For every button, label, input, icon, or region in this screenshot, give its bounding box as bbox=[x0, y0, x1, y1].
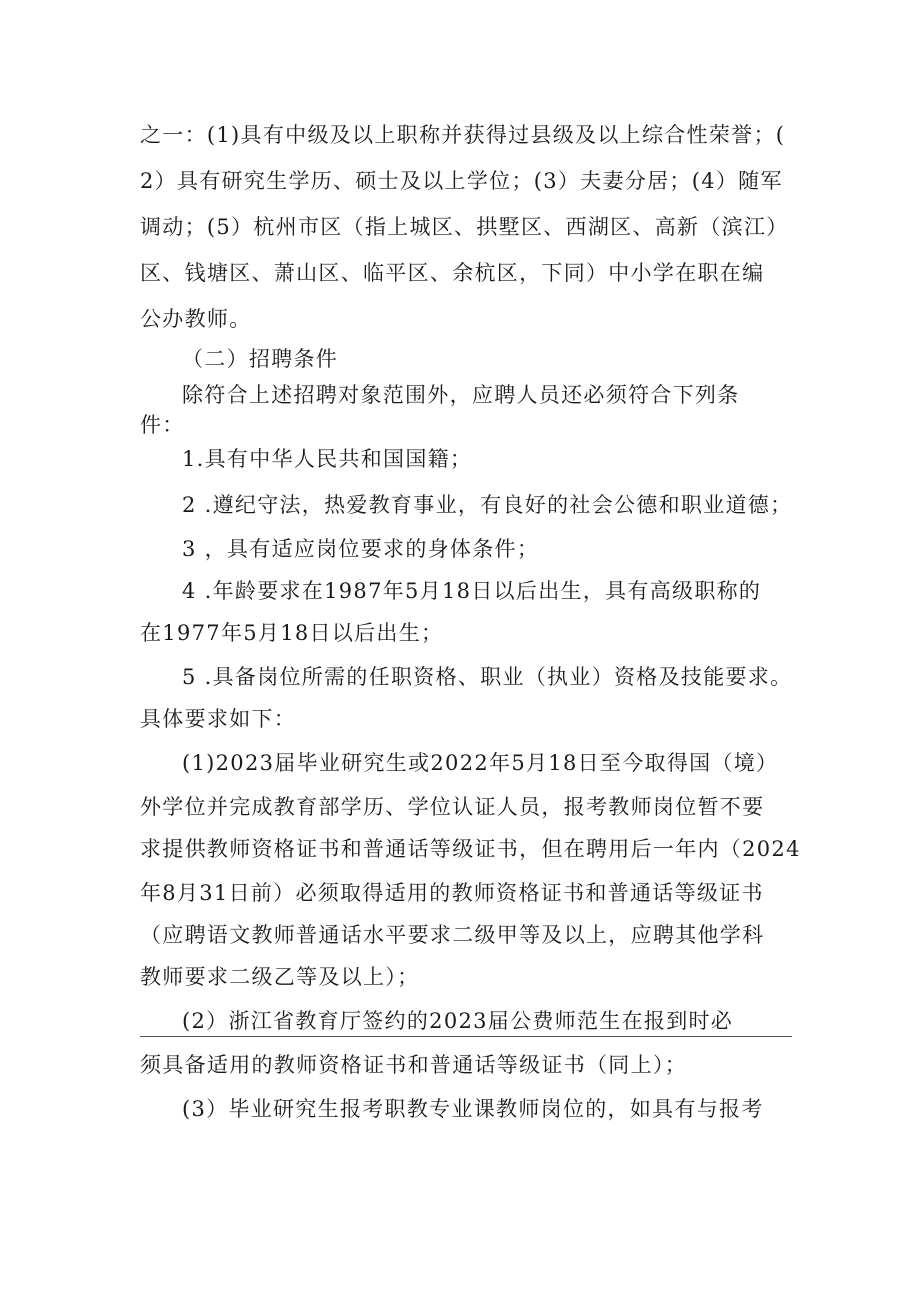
section-heading: （二）招聘条件 bbox=[182, 347, 339, 371]
text-line-13: 在1977年5月18日以后出生； bbox=[140, 621, 444, 645]
text-line-9: 1.具有中华人民共和国国籍； bbox=[182, 447, 473, 471]
text-line-11: 3 ，具有适应岗位要求的身体条件； bbox=[182, 537, 540, 561]
text-line-17: 外学位并完成教育部学历、学位认证人员，报考教师岗位暂不要 bbox=[140, 795, 765, 819]
text-line-19: 年8月31日前）必须取得适用的教师资格证书和普通话等级证书 bbox=[140, 881, 764, 905]
text-line-8: 件： bbox=[140, 413, 185, 437]
text-line-20: （应聘语文教师普通话水平要求二级甲等及以上，应聘其他学科 bbox=[140, 923, 765, 947]
text-line-5: 公办教师。 bbox=[140, 307, 252, 331]
text-line-22: (2）浙江省教育厅签约的2023届公费师范生在报到时必 bbox=[182, 1009, 734, 1033]
text-line-24: (3）毕业研究生报考职教专业课教师岗位的，如具有与报考 bbox=[182, 1097, 764, 1121]
text-line-3: 调动；(5）杭州市区（指上城区、拱墅区、西湖区、高新（滨江） bbox=[140, 215, 789, 239]
text-line-14: 5 .具备岗位所需的任职资格、职业（执业）资格及技能要求。 bbox=[182, 665, 793, 689]
text-line-23: 须具备适用的教师资格证书和普通话等级证书（同上）； bbox=[140, 1053, 687, 1077]
text-line-1: 之一：(1)具有中级及以上职称并获得过县级及以上综合性荣誉；( bbox=[140, 123, 786, 147]
text-line-21: 教师要求二级乙等及以上）； bbox=[140, 965, 420, 989]
text-line-7: 除符合上述招聘对象范围外，应聘人员还必须符合下列条 bbox=[182, 383, 740, 407]
text-line-18: 求提供教师资格证书和普通话等级证书，但在聘用后一年内（2024 bbox=[140, 837, 801, 861]
text-line-12: 4 .年龄要求在1987年5月18日以后出生，具有高级职称的 bbox=[182, 579, 762, 603]
text-line-16: (1)2023届毕业研究生或2022年5月18日至今取得国（境） bbox=[182, 751, 779, 775]
text-line-15: 具体要求如下： bbox=[140, 707, 297, 731]
text-line-4: 区、钱塘区、萧山区、临平区、余杭区，下同）中小学在职在编 bbox=[140, 261, 765, 285]
text-line-10: 2 .遵纪守法，热爱教育事业，有良好的社会公德和职业道德； bbox=[182, 493, 793, 517]
text-line-2: 2）具有研究生学历、硕士及以上学位；(3）夫妻分居；(4）随军 bbox=[140, 169, 783, 193]
horizontal-divider bbox=[140, 1036, 792, 1037]
